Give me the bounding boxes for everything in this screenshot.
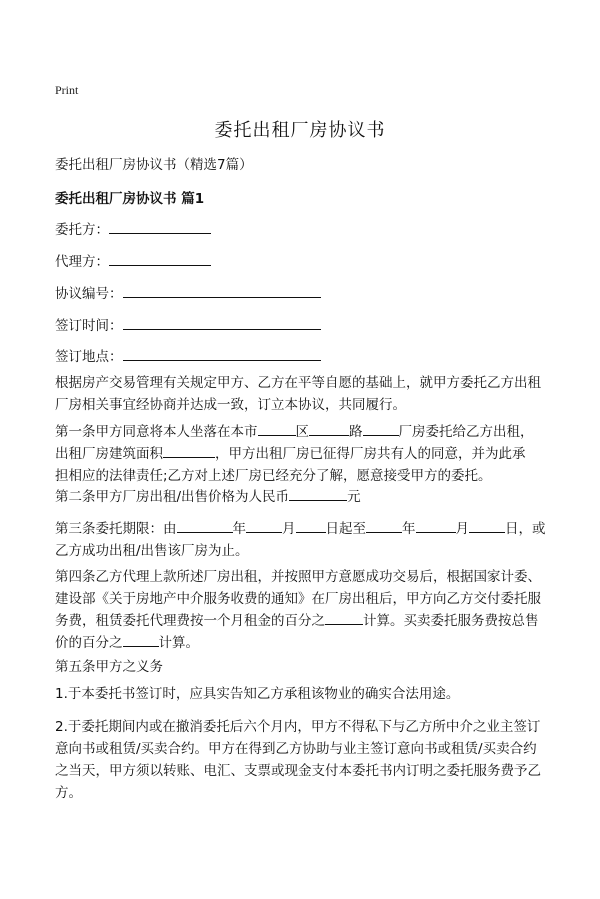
article-4-line-3 xyxy=(55,610,555,632)
item-1 xyxy=(55,683,555,705)
art3-text: 月 xyxy=(282,521,296,537)
field-entrust xyxy=(55,218,211,238)
art4-text: 务费，租赁委托代理费按一个月租金的百分之 xyxy=(55,613,325,629)
field-sign-place-blank xyxy=(123,346,321,361)
art1-text: ，甲方出租厂房已征得厂房共有人的同意，并为此承 xyxy=(215,446,526,462)
article-2-line xyxy=(55,486,555,508)
field-sign-place-label: 签订地点： xyxy=(55,349,123,365)
item-2-line: 2.于委托期间内或在撤消委托后六个月内，甲方不得私下与乙方所中介之业主签订 xyxy=(55,719,541,735)
article-4-line-2: 建设部《关于房地产中介服务收费的通知》在厂房出租后，甲方向乙方交付委托服 xyxy=(55,591,541,607)
print-label: Print xyxy=(55,83,79,97)
art2-text: 第二条甲方厂房出租/出售价格为人民币 xyxy=(55,489,290,505)
art2-text: 元 xyxy=(347,489,361,505)
section-heading: 委托出租厂房协议书 篇1 xyxy=(55,191,205,207)
blank-road xyxy=(309,421,349,436)
item-2-line: 之当天，甲方须以转账、电汇、支票或现金支付本委托书内订明之委托服务费予乙 xyxy=(55,763,541,779)
art3-text: 日起至 xyxy=(325,521,366,537)
field-agreement-no xyxy=(55,282,321,302)
intro-line: 根据房产交易管理有关规定甲方、乙方在平等自愿的基础上，就甲方委托乙方出租 xyxy=(55,375,541,391)
blank-end-month xyxy=(416,518,456,533)
item-2-line: 意向书或租赁/买卖合约。甲方在得到乙方协助与业主签订意向书或租赁/买卖合约 xyxy=(55,741,537,757)
article-3-line-1 xyxy=(55,518,555,540)
field-agent xyxy=(55,250,211,270)
art3-text: 年 xyxy=(232,521,246,537)
art3-text: 月 xyxy=(455,521,469,537)
field-sign-time xyxy=(55,314,321,334)
art1-text: 第一条甲方同意将本人坐落在本市 xyxy=(55,424,258,440)
article-5-heading: 第五条甲方之义务 xyxy=(55,659,163,675)
blank-number xyxy=(363,421,399,436)
article-4 xyxy=(55,566,555,654)
art4-text: 计算。 xyxy=(158,635,199,651)
field-agent-label: 代理方： xyxy=(55,254,109,270)
art3-text: 年 xyxy=(402,521,416,537)
field-entrust-blank xyxy=(109,219,211,234)
blank-start-month xyxy=(246,518,282,533)
art3-text: 第三条委托期限：由 xyxy=(55,521,177,537)
article-1 xyxy=(55,421,555,487)
blank-start-day xyxy=(296,518,326,533)
article-2 xyxy=(55,486,555,508)
article-3 xyxy=(55,518,555,562)
intro-paragraph xyxy=(55,372,555,416)
blank-price xyxy=(289,486,347,501)
blank-sale-percent xyxy=(123,632,159,647)
field-agreement-no-blank xyxy=(123,283,321,298)
item-2 xyxy=(55,716,555,804)
art1-text: 路 xyxy=(349,424,363,440)
article-3-line-2: 乙方成功出租/出售该厂房为止。 xyxy=(55,543,249,559)
art1-text: 出租厂房建筑面积 xyxy=(55,446,163,462)
art3-text: 日，或 xyxy=(505,521,546,537)
article-4-line-4 xyxy=(55,632,555,654)
art1-text: 厂房委托给乙方出租， xyxy=(398,424,534,440)
art4-text: 价的百分之 xyxy=(55,635,123,651)
item-2-line: 方。 xyxy=(55,785,82,801)
blank-rent-percent xyxy=(325,610,363,625)
field-agent-blank xyxy=(109,251,211,266)
document-title: 委托出租厂房协议书 xyxy=(214,120,386,141)
field-sign-time-label: 签订时间： xyxy=(55,318,123,334)
blank-end-year xyxy=(366,518,402,533)
blank-area xyxy=(163,443,215,458)
intro-line: 厂房相关事宜经协商并达成一致，订立本协议，共同履行。 xyxy=(55,397,406,413)
article-1-line-2 xyxy=(55,443,555,465)
art1-text: 区 xyxy=(295,424,309,440)
article-4-line-1: 第四条乙方代理上款所述厂房出租，并按照甲方意愿成功交易后，根据国家计委、 xyxy=(55,569,541,585)
field-entrust-label: 委托方： xyxy=(55,222,109,238)
art4-text: 计算。买卖委托服务费按总售 xyxy=(363,613,539,629)
field-agreement-no-label: 协议编号： xyxy=(55,286,123,302)
item-1-line: 1.于本委托书签订时，应具实告知乙方承租该物业的确实合法用途。 xyxy=(55,686,460,702)
article-1-line-1 xyxy=(55,421,555,443)
field-sign-time-blank xyxy=(123,315,321,330)
blank-start-year xyxy=(177,518,233,533)
document-subtitle: 委托出租厂房协议书（精选7篇） xyxy=(55,157,253,173)
field-sign-place xyxy=(55,345,321,365)
blank-end-day xyxy=(469,518,505,533)
article-1-line-3: 担相应的法律责任;乙方对上述厂房已经充分了解，愿意接受甲方的委托。 xyxy=(55,468,492,484)
blank-district xyxy=(258,421,296,436)
